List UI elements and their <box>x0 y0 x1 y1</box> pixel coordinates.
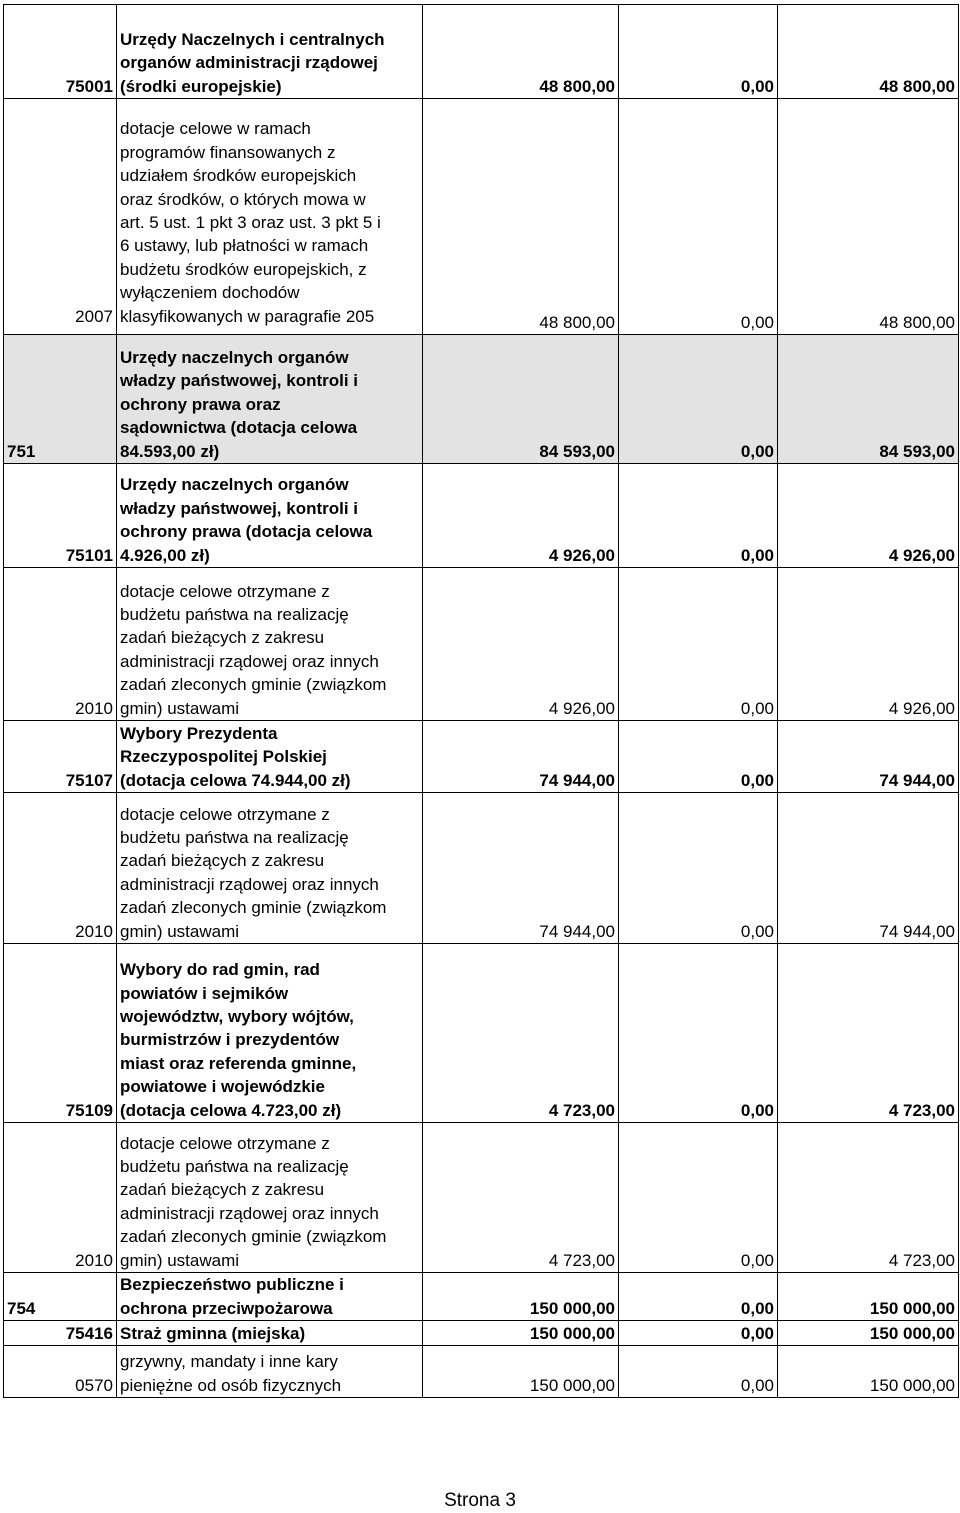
change-amount: 0,00 <box>619 5 778 99</box>
description <box>117 335 423 464</box>
description-line: powiatowe i wojewódzkie <box>120 1077 325 1097</box>
description-line: udziałem środków europejskich <box>120 166 357 186</box>
description-line: oraz środków, o których mowa w <box>120 189 366 209</box>
description-line: zadań zleconych gminie (związkom <box>120 675 387 695</box>
change-amount: 0,00 <box>619 464 778 568</box>
description-line: gmin) ustawami <box>120 698 240 718</box>
description-line: organów administracji rządowej <box>120 53 378 73</box>
description-line: dotacje celowe otrzymane z <box>120 581 330 601</box>
after-change-amount: 150 000,00 <box>778 1273 959 1321</box>
classification-code <box>4 99 117 335</box>
description-line: zadań bieżących z zakresu <box>120 851 325 871</box>
description-line: grzywny, mandaty i inne kary <box>120 1352 338 1372</box>
table-row <box>4 1346 959 1398</box>
description-line: administracji rządowej oraz innych <box>120 651 379 671</box>
description-line: (dotacja celowa 4.723,00 zł) <box>120 1100 342 1120</box>
description-line: zadań bieżących z zakresu <box>120 628 325 648</box>
change-amount: 0,00 <box>619 568 778 721</box>
plan-amount: 74 944,00 <box>423 721 619 793</box>
plan-amount: 4 926,00 <box>423 464 619 568</box>
classification-code: 75107 <box>4 721 117 793</box>
change-amount: 0,00 <box>619 1123 778 1273</box>
description-line: władzy państwowej, kontroli i <box>120 498 359 518</box>
classification-code: 75101 <box>4 464 117 568</box>
classification-code: 751 <box>4 335 117 464</box>
description <box>117 1123 423 1273</box>
table-row <box>4 568 959 721</box>
table-row <box>4 99 959 335</box>
description-line: zadań bieżących z zakresu <box>120 1180 325 1200</box>
change-amount: 0,00 <box>619 1273 778 1321</box>
plan-amount: 4 926,00 <box>423 568 619 721</box>
description-line: administracji rządowej oraz innych <box>120 1203 379 1223</box>
description-line: zadań zleconych gminie (związkom <box>120 1227 387 1247</box>
plan-amount: 4 723,00 <box>423 1123 619 1273</box>
change-amount: 0,00 <box>619 335 778 464</box>
description-line: ochrony prawa (dotacja celowa <box>120 522 373 542</box>
description-line: ochrona przeciwpożarowa <box>120 1298 333 1318</box>
description-line: dotacje celowe otrzymane z <box>120 804 330 824</box>
classification-code: 2010 <box>4 793 117 944</box>
description-line: powiatów i sejmików <box>120 983 289 1003</box>
description-line: ochrony prawa oraz <box>120 394 281 414</box>
description <box>117 1321 423 1346</box>
after-change-amount: 150 000,00 <box>778 1321 959 1346</box>
after-change-amount: 4 926,00 <box>778 464 959 568</box>
description-line: budżetu państwa na realizację <box>120 1156 349 1176</box>
change-amount: 0,00 <box>619 944 778 1123</box>
table-row <box>4 1321 959 1346</box>
table-row <box>4 944 959 1123</box>
plan-amount: 150 000,00 <box>423 1273 619 1321</box>
description-line: wyłączeniem dochodów <box>120 283 300 303</box>
description <box>117 99 423 335</box>
description-line: Wybory do rad gmin, rad <box>120 960 320 980</box>
description-line: budżetu państwa na realizację <box>120 827 349 847</box>
after-change-amount: 4 723,00 <box>778 944 959 1123</box>
plan-amount: 84 593,00 <box>423 335 619 464</box>
description-line: dotacje celowe otrzymane z <box>120 1133 330 1153</box>
description-line: miast oraz referenda gminne, <box>120 1053 357 1073</box>
plan-amount: 74 944,00 <box>423 793 619 944</box>
description-line: budżetu państwa na realizację <box>120 604 349 624</box>
page-number: Strona 3 <box>444 1490 516 1511</box>
description-line: gmin) ustawami <box>120 1250 240 1270</box>
description-line: Urzędy naczelnych organów <box>120 347 349 367</box>
table-row <box>4 5 959 99</box>
description-line: burmistrzów i prezydentów <box>120 1030 340 1050</box>
description-line: gmin) ustawami <box>120 921 240 941</box>
table-row <box>4 464 959 568</box>
after-change-amount: 84 593,00 <box>778 335 959 464</box>
description-line: klasyfikowanych w paragrafie 205 <box>120 306 375 326</box>
description <box>117 568 423 721</box>
description-line: administracji rządowej oraz innych <box>120 874 379 894</box>
plan-amount: 150 000,00 <box>423 1346 619 1398</box>
description-line: programów finansowanych z <box>120 142 336 162</box>
change-amount: 0,00 <box>619 1321 778 1346</box>
classification-code: 2010 <box>4 568 117 721</box>
table-row <box>4 793 959 944</box>
description-line: Wybory Prezydenta <box>120 723 278 743</box>
after-change-amount: 150 000,00 <box>778 1346 959 1398</box>
plan-amount: 48 800,00 <box>423 5 619 99</box>
after-change-amount: 74 944,00 <box>778 721 959 793</box>
description-line: dotacje celowe w ramach <box>120 119 311 139</box>
table-row <box>4 721 959 793</box>
description-line: pieniężne od osób fizycznych <box>120 1375 342 1395</box>
plan-amount: 48 800,00 <box>423 99 619 335</box>
classification-code: 0570 <box>4 1346 117 1398</box>
table-row <box>4 1273 959 1321</box>
description-line: sądownictwa (dotacja celowa <box>120 418 358 438</box>
description <box>117 464 423 568</box>
description-line: art. 5 ust. 1 pkt 3 oraz ust. 3 pkt 5 i <box>120 212 381 232</box>
description <box>117 5 423 99</box>
description-line: 84.593,00 zł) <box>120 441 220 461</box>
description-line: Rzeczypospolitej Polskiej <box>120 747 327 767</box>
description-line: władzy państwowej, kontroli i <box>120 371 359 391</box>
change-amount: 0,00 <box>619 721 778 793</box>
table-row <box>4 1123 959 1273</box>
description <box>117 944 423 1123</box>
classification-code: 75001 <box>4 5 117 99</box>
classification-code: 75109 <box>4 944 117 1123</box>
description-line: Urzędy Naczelnych i centralnych <box>120 29 385 49</box>
description-line: 4.926,00 zł) <box>120 545 210 565</box>
description-line: 6 ustawy, lub płatności w ramach <box>120 236 369 256</box>
after-change-amount: 4 723,00 <box>778 1123 959 1273</box>
classification-code: 754 <box>4 1273 117 1321</box>
description <box>117 1346 423 1398</box>
code-text: 2007 <box>75 306 113 326</box>
description-line: Straż gminna (miejska) <box>120 1323 306 1343</box>
after-change-amount: 74 944,00 <box>778 793 959 944</box>
budget-table <box>3 4 959 1398</box>
change-amount: 0,00 <box>619 793 778 944</box>
change-amount: 0,00 <box>619 99 778 335</box>
after-change-amount: 48 800,00 <box>778 5 959 99</box>
description-line: zadań zleconych gminie (związkom <box>120 898 387 918</box>
description-line: Urzędy naczelnych organów <box>120 475 349 495</box>
plan-amount: 150 000,00 <box>423 1321 619 1346</box>
description-line: Bezpieczeństwo publiczne i <box>120 1275 344 1295</box>
description-line: (środki europejskie) <box>120 76 282 96</box>
classification-code: 75416 <box>4 1321 117 1346</box>
after-change-amount: 48 800,00 <box>778 99 959 335</box>
after-change-amount: 4 926,00 <box>778 568 959 721</box>
description-line: województw, wybory wójtów, <box>120 1006 354 1026</box>
description-line: (dotacja celowa 74.944,00 zł) <box>120 770 351 790</box>
description-line: budżetu środków europejskich, z <box>120 259 367 279</box>
change-amount: 0,00 <box>619 1346 778 1398</box>
classification-code: 2010 <box>4 1123 117 1273</box>
description <box>117 721 423 793</box>
description <box>117 793 423 944</box>
table-row <box>4 335 959 464</box>
description <box>117 1273 423 1321</box>
plan-amount: 4 723,00 <box>423 944 619 1123</box>
